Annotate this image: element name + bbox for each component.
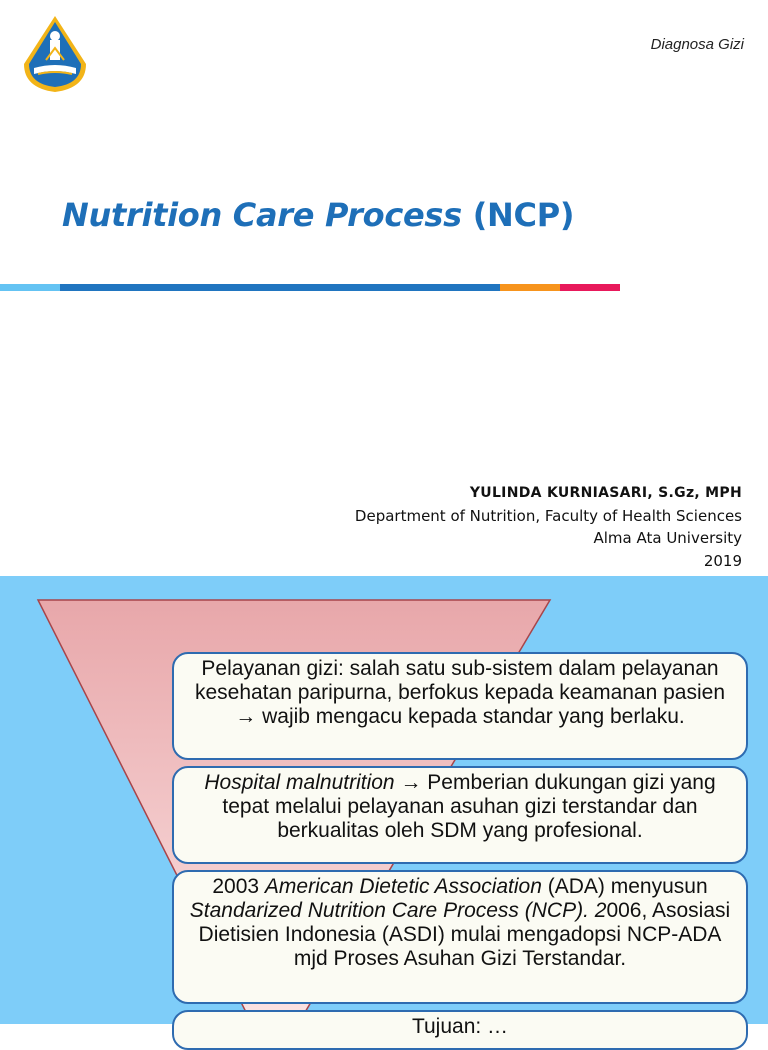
- author-university: Alma Ata University: [593, 529, 742, 547]
- info-box-3-year: 2003: [212, 875, 265, 898]
- slide-title: [62, 196, 574, 234]
- info-box-1: [172, 652, 748, 760]
- info-box-3-end: 006, Asosiasi Dietisien Indonesia (ASDI) mulai mengadopsi NCP-ADA mjd Proses Asuhan Gizi Terstandar.: [198, 899, 731, 970]
- title-abbrev: (NCP): [461, 196, 575, 234]
- info-box-2-body: → Pemberian dukungan gizi yang tepat melalui pelayanan asuhan gizi terstandar dan berkualitas oleh SDM yang profesional.: [222, 771, 716, 842]
- title-italic: Nutrition Care Process: [62, 196, 462, 234]
- info-box-2-italic: Hospital malnutrition: [204, 771, 395, 794]
- info-box-2: [172, 766, 748, 864]
- divider-orange: [500, 284, 560, 291]
- info-box-1-text: Pelayanan gizi: salah satu sub-sistem dalam pelayanan kesehatan paripurna, berfokus kepada keamanan pasien → wajib mengacu kepada standar yang berlaku.: [194, 657, 726, 728]
- info-box-4: [172, 1010, 748, 1050]
- university-logo: [20, 14, 90, 94]
- info-box-3-mid: (ADA) menyusun: [541, 875, 708, 898]
- document-label: Diagnosa Gizi: [650, 36, 744, 53]
- divider-pink: [560, 284, 620, 291]
- author-department: Department of Nutrition, Faculty of Health Sciences: [354, 506, 742, 525]
- info-box-3-italic-ncp: Standarized Nutrition Care Process (NCP). 2: [189, 899, 607, 922]
- author-name: YULINDA KURNIASARI, S.Gz, MPH: [469, 485, 742, 501]
- info-box-3-italic-ada: American Dietetic Association: [264, 875, 542, 898]
- divider-light-blue: [0, 284, 60, 291]
- info-box-2-text: [184, 771, 736, 843]
- divider-blue: [60, 284, 500, 291]
- author-year: 2019: [703, 551, 742, 570]
- info-box-3-text: [184, 875, 736, 971]
- info-box-3: [172, 870, 748, 1004]
- info-box-4-text: Tujuan: …: [411, 1015, 509, 1038]
- content-slide: [0, 576, 768, 1038]
- author-block: [355, 482, 742, 572]
